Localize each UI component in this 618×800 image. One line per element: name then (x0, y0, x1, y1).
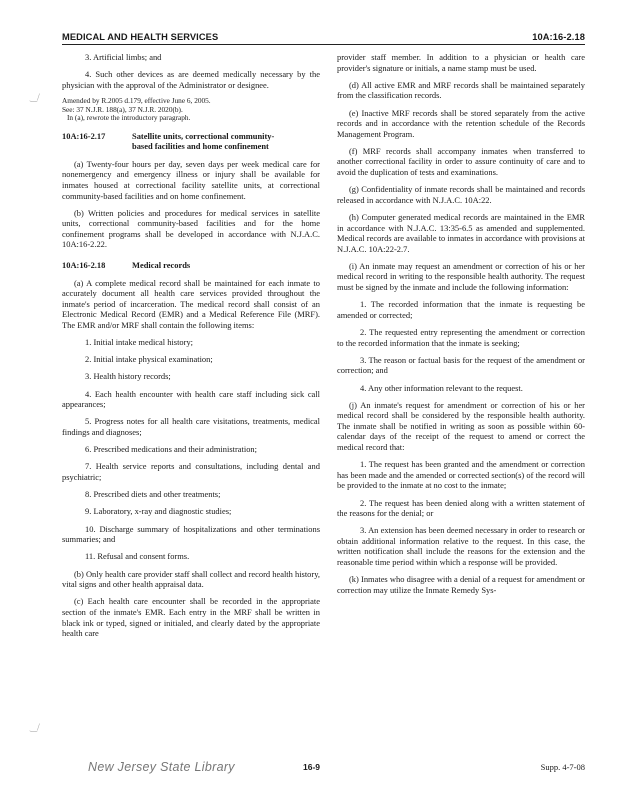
running-header (62, 30, 585, 45)
paragraph: (c) Each health care encounter shall be recorded in the appropriate section of the inmate's EMR. Each entry in the MRF shall be written in black ink or typed, signed or initialed, and clearly dated by the appropriate health care (62, 596, 320, 639)
list-item: 10. Discharge summary of hospitalizations and other terminations summaries; and (62, 523, 320, 545)
list-item: 1. The request has been granted and the amendment or correction has been made and the amended or corrected section(s) of the record will be provided to the inmate at no cost to the inmate; (337, 459, 585, 491)
list-item: 3. The reason or factual basis for the request of the amendment or correction; and (337, 354, 585, 376)
library-watermark: New Jersey State Library (88, 760, 235, 774)
header-section-number: 10A:16-2.18 (532, 32, 585, 42)
paragraph: (e) Inactive MRF records shall be stored separately from the active records and in accordance with the retention schedule of the Records Management Program. (337, 107, 585, 139)
list-item: 2. The requested entry representing the amendment or correction to the recorded information that the inmate is seeking; (337, 326, 585, 348)
list-item: 2. The request has been denied along with a written statement of the reasons for the denial; or (337, 497, 585, 519)
margin-mark: ‿/ (30, 92, 40, 102)
list-item: 3. Health history records; (85, 371, 171, 382)
paragraph: (b) Written policies and procedures for medical services in satellite units, correctional community-based facilities and for the home confinement programs shall be developed in accordance with N.J.A.C. 10A:16-2.22. (62, 207, 320, 250)
paragraph: (a) Twenty-four hours per day, seven days per week medical care for nonemergency and emergency illness or injury shall be available for inmates housed at correctional facility satellite units, at correctional community-based facilities and on home confinement. (62, 158, 320, 201)
list-item: 11. Refusal and consent forms. (85, 551, 190, 562)
section-heading-2-18 (62, 260, 320, 271)
amendment-line: See: 37 N.J.R. 188(a), 37 N.J.R. 2020(b). (62, 104, 183, 114)
right-column (337, 52, 585, 602)
page-footer (0, 760, 618, 780)
list-item: 8. Prescribed diets and other treatments; (85, 489, 221, 500)
paragraph: (d) All active EMR and MRF records shall be maintained separately from the classification records. (337, 79, 585, 101)
paragraph: 4. Such other devices as are deemed medically necessary by the physician with the approval of the Administrator or designee. (62, 69, 320, 90)
section-number: 10A:16-2.17 (62, 130, 106, 141)
list-item: 7. Health service reports and consultations, including dental and psychiatric; (62, 461, 320, 482)
paragraph: (b) Only health care provider staff shall collect and record health history, vital signs and other health appraisal data. (62, 568, 320, 590)
list-item: 6. Prescribed medications and their administration; (85, 444, 257, 455)
amendment-line: Amended by R.2005 d.179, effective June 6, 2005. (62, 96, 211, 106)
list-item: 4. Each health encounter with health care staff including sick call appearances; (62, 388, 320, 410)
left-column (62, 52, 320, 645)
paragraph: (k) Inmates who disagree with a denial of a request for amendment or correction may utilize the Inmate Remedy Sys- (337, 574, 585, 595)
supplement-date: Supp. 4-7-08 (540, 762, 585, 772)
paragraph: (j) An inmate's request for amendment or correction of his or her medical record shall be considered by the responsible health authority. The inmate shall be notified in writing as soon as possible within 60-calendar days of the receipt of the request to amend or correct the medical record that: (337, 399, 585, 452)
paragraph: (a) A complete medical record shall be maintained for each inmate to accurately document all health care services provided throughout the inmate's period of incarceration. The medical record shall consist of an Electronic Medical Record (EMR) and a Medical Reference File (MRF). The EMR and/or MRF shall contain the following items: (62, 277, 320, 330)
list-item: 1. Initial intake medical history; (85, 336, 194, 347)
list-item: 2. Initial intake physical examination; (85, 354, 213, 365)
amendment-line: In (a), rewrote the introductory paragraph. (67, 113, 191, 123)
list-item: 4. Any other information relevant to the request. (360, 382, 523, 393)
section-number: 10A:16-2.18 (62, 259, 106, 270)
paragraph: (g) Confidentiality of inmate records shall be maintained and records released in accordance with N.J.A.C. 10A:22. (337, 184, 585, 205)
margin-mark: ‿/ (30, 722, 40, 732)
paragraph: (i) An inmate may request an amendment or correction of his or her medical record in writing to the responsible health authority. The request must be signed by the inmate and include the following information: (337, 260, 585, 292)
list-item: 9. Laboratory, x-ray and diagnostic studies; (85, 506, 232, 517)
paragraph: provider staff member. In addition to a physician or health care provider's signature or initials, a name stamp must be used. (337, 52, 585, 73)
section-title: Satellite units, correctional community- (132, 130, 275, 141)
section-title: Medical records (132, 259, 191, 270)
paragraph: 3. Artificial limbs; and (85, 52, 162, 62)
section-heading-2-17 (62, 131, 320, 152)
paragraph: (h) Computer generated medical records are maintained in the EMR in accordance with N.J.A.C. 13:35-6.5 as amended and supplemented. Medical records are available to inmates in accordance with provisions at N.J.A.C. 10A:22-2.7. (337, 212, 585, 254)
list-item: 3. An extension has been deemed necessary in order to research or obtain additional information relative to the request. In this case, the written notification shall include the reasons for the extension and the reasonable time period within which a response will be provided. (337, 525, 585, 567)
list-item: 5. Progress notes for all health care visitations, treatments, medical findings and diagnoses; (62, 416, 320, 437)
paragraph: (f) MRF records shall accompany inmates when transferred to another correctional facility in order to assure continuity of care and to avoid the duplication of tests and examinations. (337, 145, 585, 177)
list-item: 1. The recorded information that the inmate is requesting be amended or corrected; (337, 299, 585, 320)
header-chapter-title: MEDICAL AND HEALTH SERVICES (62, 32, 219, 42)
section-title-cont: based facilities and home confinement (132, 141, 269, 152)
amendment-note (62, 97, 320, 123)
page-number: 16-9 (303, 762, 321, 772)
